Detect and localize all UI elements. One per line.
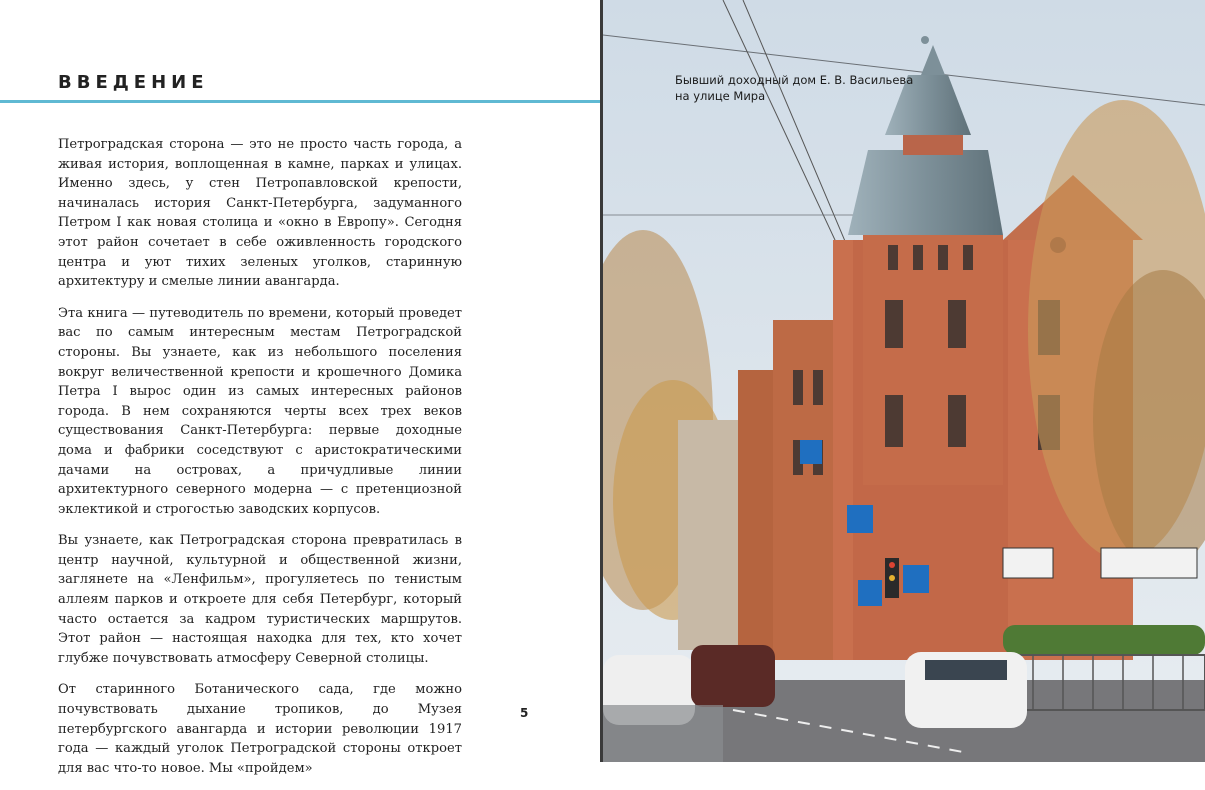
chapter-heading: ВВЕДЕНИЕ xyxy=(58,72,209,93)
paragraph-4: От старинного Ботанического сада, где можно почувствовать дыхание тропиков, до Музея петербургского авангарда и истории революции 1917 года — каждый уголок Петроградской стороны откроет для вас что-то новое. Мы «пройдем» xyxy=(58,682,462,776)
paragraph-1: Петроградская сторона — это не просто часть города, а живая история, воплощенная в камне, парках и улицах. Именно здесь, у стен Петропавловской крепости, начиналась история Санкт-Петербурга, задуманного Петром I как новая столица и «окно в Европу». Сегодня этот район сочетает в себе оживленность городского центра и уют тихих зеленых уголков, старинную архитектуру и смелые линии авангарда. xyxy=(58,137,462,290)
photo-caption xyxy=(675,72,935,104)
paragraph-2: Эта книга — путеводитель по времени, который проведет вас по самым интересным местам Петроградской стороны. Вы узнаете, как из небольшого поселения вокруг величественной крепости и крошечного Домика Петра I вырос один из самых интересных районов города. В нем сохраняются черты всех трех веков существования Санкт-Петербурга: первые доходные дома и фабрики соседствуют с аристократическими дачами на островах, а причудливые линии архитектурного северного модерна — с претенциозной эклектикой и строгостью заводских корпусов. xyxy=(58,305,462,517)
photo-illustration xyxy=(603,0,1205,762)
body-text xyxy=(58,135,462,790)
left-page xyxy=(0,0,600,776)
street-photo xyxy=(603,0,1205,762)
heading-rule xyxy=(0,100,600,103)
caption-line-1: Бывший доходный дом Е. В. Васильева xyxy=(675,73,914,87)
page-number: 5 xyxy=(520,706,529,720)
paragraph-3: Вы узнаете, как Петроградская сторона превратилась в центр научной, культурной и общественной жизни, заглянете на «Ленфильм», прогуляетесь по тенистым аллеям парков и откроете для себя Петербург, который часто остается за кадром туристических маршрутов. Этот район — настоящая находка для тех, кто хочет глубже почувствовать атмосферу Северной столицы. xyxy=(58,533,462,666)
caption-line-2: на улице Мира xyxy=(675,89,766,103)
